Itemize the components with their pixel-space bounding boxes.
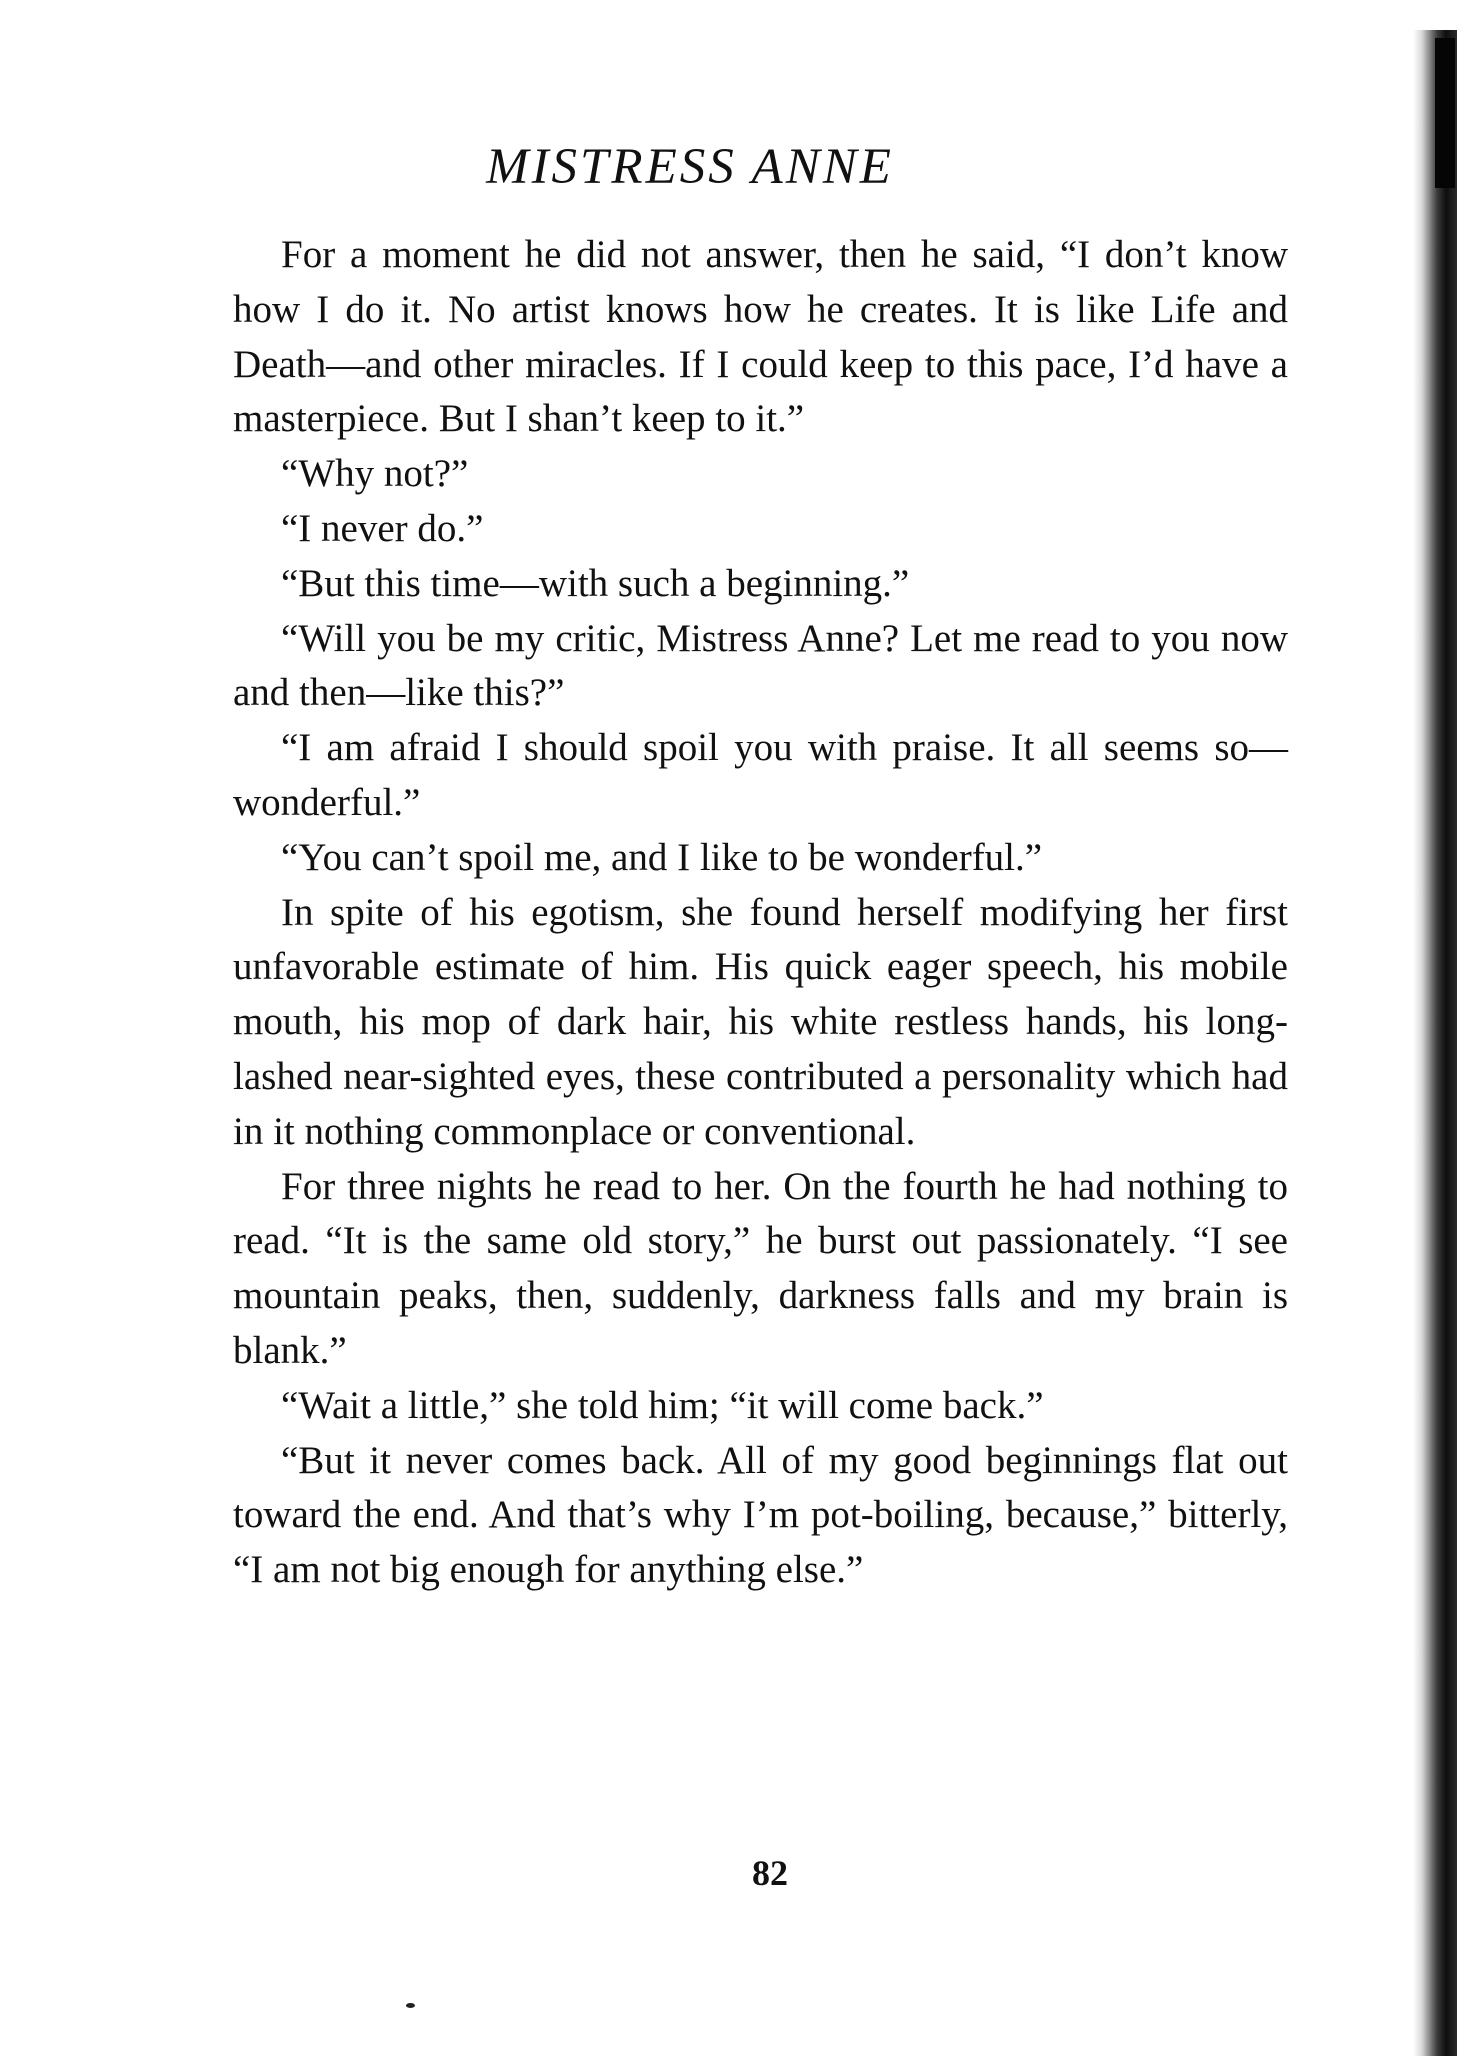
paragraph: “Will you be my critic, Mistress Anne? Let me read to you now and then—like this?” (233, 616, 1288, 715)
paragraph: “I never do.” (281, 506, 484, 550)
paragraph: “You can’t spoil me, and I like to be wonderful.” (281, 835, 1043, 879)
page-number: 82 (752, 1853, 788, 1893)
running-head: MISTRESS ANNE (486, 139, 894, 195)
paragraph: “Wait a little,” she told him; “it will come back.” (281, 1383, 1044, 1427)
paragraph: In spite of his egotism, she found herself modifying her first unfavorable estimate of him. His quick eager speech, his mobile mouth, his mop of dark hair, his white restless hands, his long-lashed near-sighted eyes, these contributed a personality which had in it nothing commonplace or conventional. (233, 890, 1288, 1153)
page-spine-shadow (1435, 38, 1455, 188)
body-text (233, 228, 1288, 1598)
page-spine-edge (1413, 30, 1457, 2056)
paragraph: “But it never comes back. All of my good beginnings flat out toward the end. And that’s why I’m pot-boiling, because,” bitterly, “I am not big enough for anything else.” (233, 1438, 1288, 1592)
paragraph: “But this time—with such a beginning.” (281, 561, 910, 605)
paragraph: “I am afraid I should spoil you with praise. It all seems so—wonderful.” (233, 726, 1288, 824)
paragraph: For a moment he did not answer, then he said, “I don’t know how I do it. No artist knows how he creates. It is like Life and Death—and other miracles. If I could keep to this pace, I’d have a masterpiece. But I shan’t keep to it.” (233, 233, 1288, 441)
paragraph: For three nights he read to her. On the fourth he had nothing to read. “It is the same old story,” he burst out passionately. “I see mountain peaks, then, suddenly, darkness falls and my brain is blank.” (233, 1164, 1288, 1372)
paragraph: “Why not?” (281, 452, 469, 496)
ink-speck (406, 2003, 415, 2008)
